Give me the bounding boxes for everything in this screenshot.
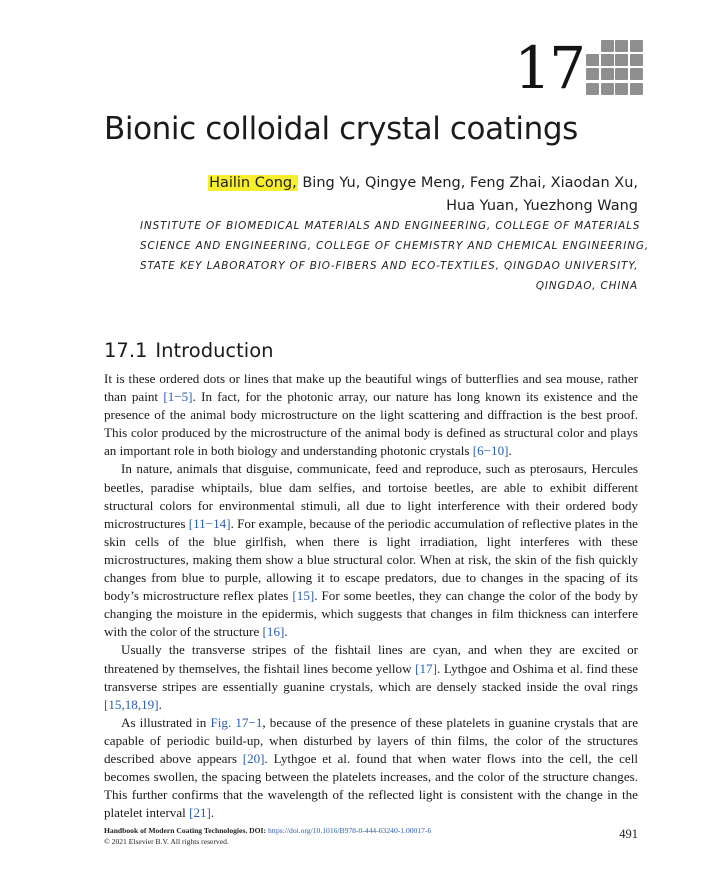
paragraph-text: Usually the transverse stripes of the fishtail lines are cyan, and when they are excited or threatened by themselves, the fishtail lines become yellow [104, 642, 638, 676]
decor-square [615, 40, 628, 52]
decor-square [586, 83, 599, 95]
chapter-grid-decoration [586, 40, 640, 94]
affiliation-line: STATE KEY LABORATORY OF BIO-FIBERS AND ECO-TEXTILES, QINGDAO UNIVERSITY, [140, 260, 639, 272]
paragraph-text: . In fact, for the photonic array, our nature has long known its existence and the presence of the animal body microstructure on the light scattering and diffraction is the best proof. This color produced by the microstructure of the animal body is defined as structural color and plays an important role in both biology and understanding photonic crystals [104, 389, 638, 459]
body-paragraph [104, 370, 638, 460]
paragraph-text: As illustrated in [121, 714, 211, 730]
decor-square [601, 54, 614, 66]
paragraph-text: . Lythgoe et al. found that when water flows into the cell, the cell becomes swollen, the spacing between the platelets increases, and the color of the structure changes. This further confirms that the wavelength of the reflected light is consistent with the change in the platelet interval [104, 750, 638, 821]
citation-link[interactable]: [6−10] [472, 443, 509, 459]
paragraph-text: It is these ordered dots or lines that make up the beautiful wings of butterflies and sea mouse, rather than paint [104, 371, 638, 405]
affiliation-line: INSTITUTE OF BIOMEDICAL MATERIALS AND ENGINEERING, COLLEGE OF MATERIALS [140, 220, 641, 232]
decor-square [601, 68, 614, 80]
citation-link[interactable]: [11−14] [188, 515, 231, 531]
paragraph-text: In nature, animals that disguise, communicate, feed and reproduce, such as pterosaurs, Hercules beetles, paradise whiptails, blue dam selfies, and tortoise beetles, are able to exhibit different structural colors for environmental stimuli, all due to light interference with their ordered body microstructures [104, 461, 638, 531]
paragraph-text: . For example, because of the periodic accumulation of reflective plates in the skin cells of the blue girlfish, when there is light irradiation, light interferes with these microstructures, making them show a blue structural color. When at risk, the skin of the fish quickly changes from blue to purple, allowing it to escape predators, due to changes in the spacing of its body’s microstructure reflex plates [104, 515, 638, 604]
decor-square [615, 68, 628, 80]
citation-link[interactable]: [1−5] [163, 389, 193, 405]
section-title: Introduction [155, 339, 274, 362]
affiliation-line: QINGDAO, CHINA [535, 280, 638, 292]
chapter-title: Bionic colloidal crystal coatings [104, 111, 578, 147]
section-heading [104, 336, 504, 366]
author-line-1-rest: Bing Yu, Qingye Meng, Feng Zhai, Xiaodan Xu, [297, 175, 638, 191]
body-paragraph [104, 641, 638, 713]
highlighted-author: Hailin Cong, [209, 175, 297, 191]
decor-square [586, 68, 599, 80]
citation-link[interactable]: [20] [242, 750, 265, 766]
page-number: 491 [619, 827, 638, 841]
paragraph-text: . [210, 805, 215, 821]
decor-square [630, 40, 643, 52]
section-number: 17.1 [104, 339, 148, 362]
paragraph-text: . [284, 624, 288, 640]
citation-link[interactable]: [15] [292, 588, 315, 604]
paragraph-text: , because of the presence of these platelets in guanine crystals that are capable of periodic build-up, when disturbed by layers of thin films, the color of the structures described above appears [104, 714, 638, 766]
decor-square [601, 40, 614, 52]
citation-link[interactable]: Fig. 17−1 [210, 714, 263, 730]
paragraph-text: . Lythgoe and Oshima et al. find these transverse stripes are essentially guanine crystals, which are densely stacked inside the oval rings [104, 660, 639, 694]
decor-square [630, 68, 643, 80]
decor-square [586, 54, 599, 66]
decor-square [630, 83, 643, 95]
body-paragraph [104, 460, 638, 641]
affiliation-line: SCIENCE AND ENGINEERING, COLLEGE OF CHEMISTRY AND CHEMICAL ENGINEERING, [140, 240, 650, 252]
footer-citation [104, 825, 524, 847]
decor-square [615, 54, 628, 66]
body-text [104, 370, 638, 822]
author-line-1 [150, 172, 638, 195]
chapter-number: 17 [514, 34, 584, 102]
decor-square [615, 83, 628, 95]
citation-link[interactable]: [17] [415, 660, 437, 676]
copyright: © 2021 Elsevier B.V. All rights reserved. [104, 837, 229, 846]
author-list [150, 172, 638, 218]
decor-square [630, 54, 643, 66]
citation-link[interactable]: [15,18,19] [104, 696, 159, 712]
author-line-2: Hua Yuan, Yuezhong Wang [446, 198, 638, 214]
paragraph-text: . For some beetles, they can change the color of the body by changing the moisture in the epidermis, which suggests that changes in film thickness can interfere with the color of the structure [104, 588, 639, 640]
book-label: Handbook of Modern Coating Technologies. DOI: [104, 826, 267, 835]
citation-link[interactable]: [16] [262, 624, 285, 640]
affiliation [140, 216, 650, 296]
paragraph-text: . [508, 443, 512, 459]
paragraph-text: . [158, 696, 162, 712]
doi-link[interactable]: https://doi.org/10.1016/B978-0-444-63240-1.00017-6 [267, 826, 432, 835]
citation-link[interactable]: [21] [189, 805, 211, 821]
decor-square [601, 83, 614, 95]
body-paragraph [104, 714, 638, 823]
